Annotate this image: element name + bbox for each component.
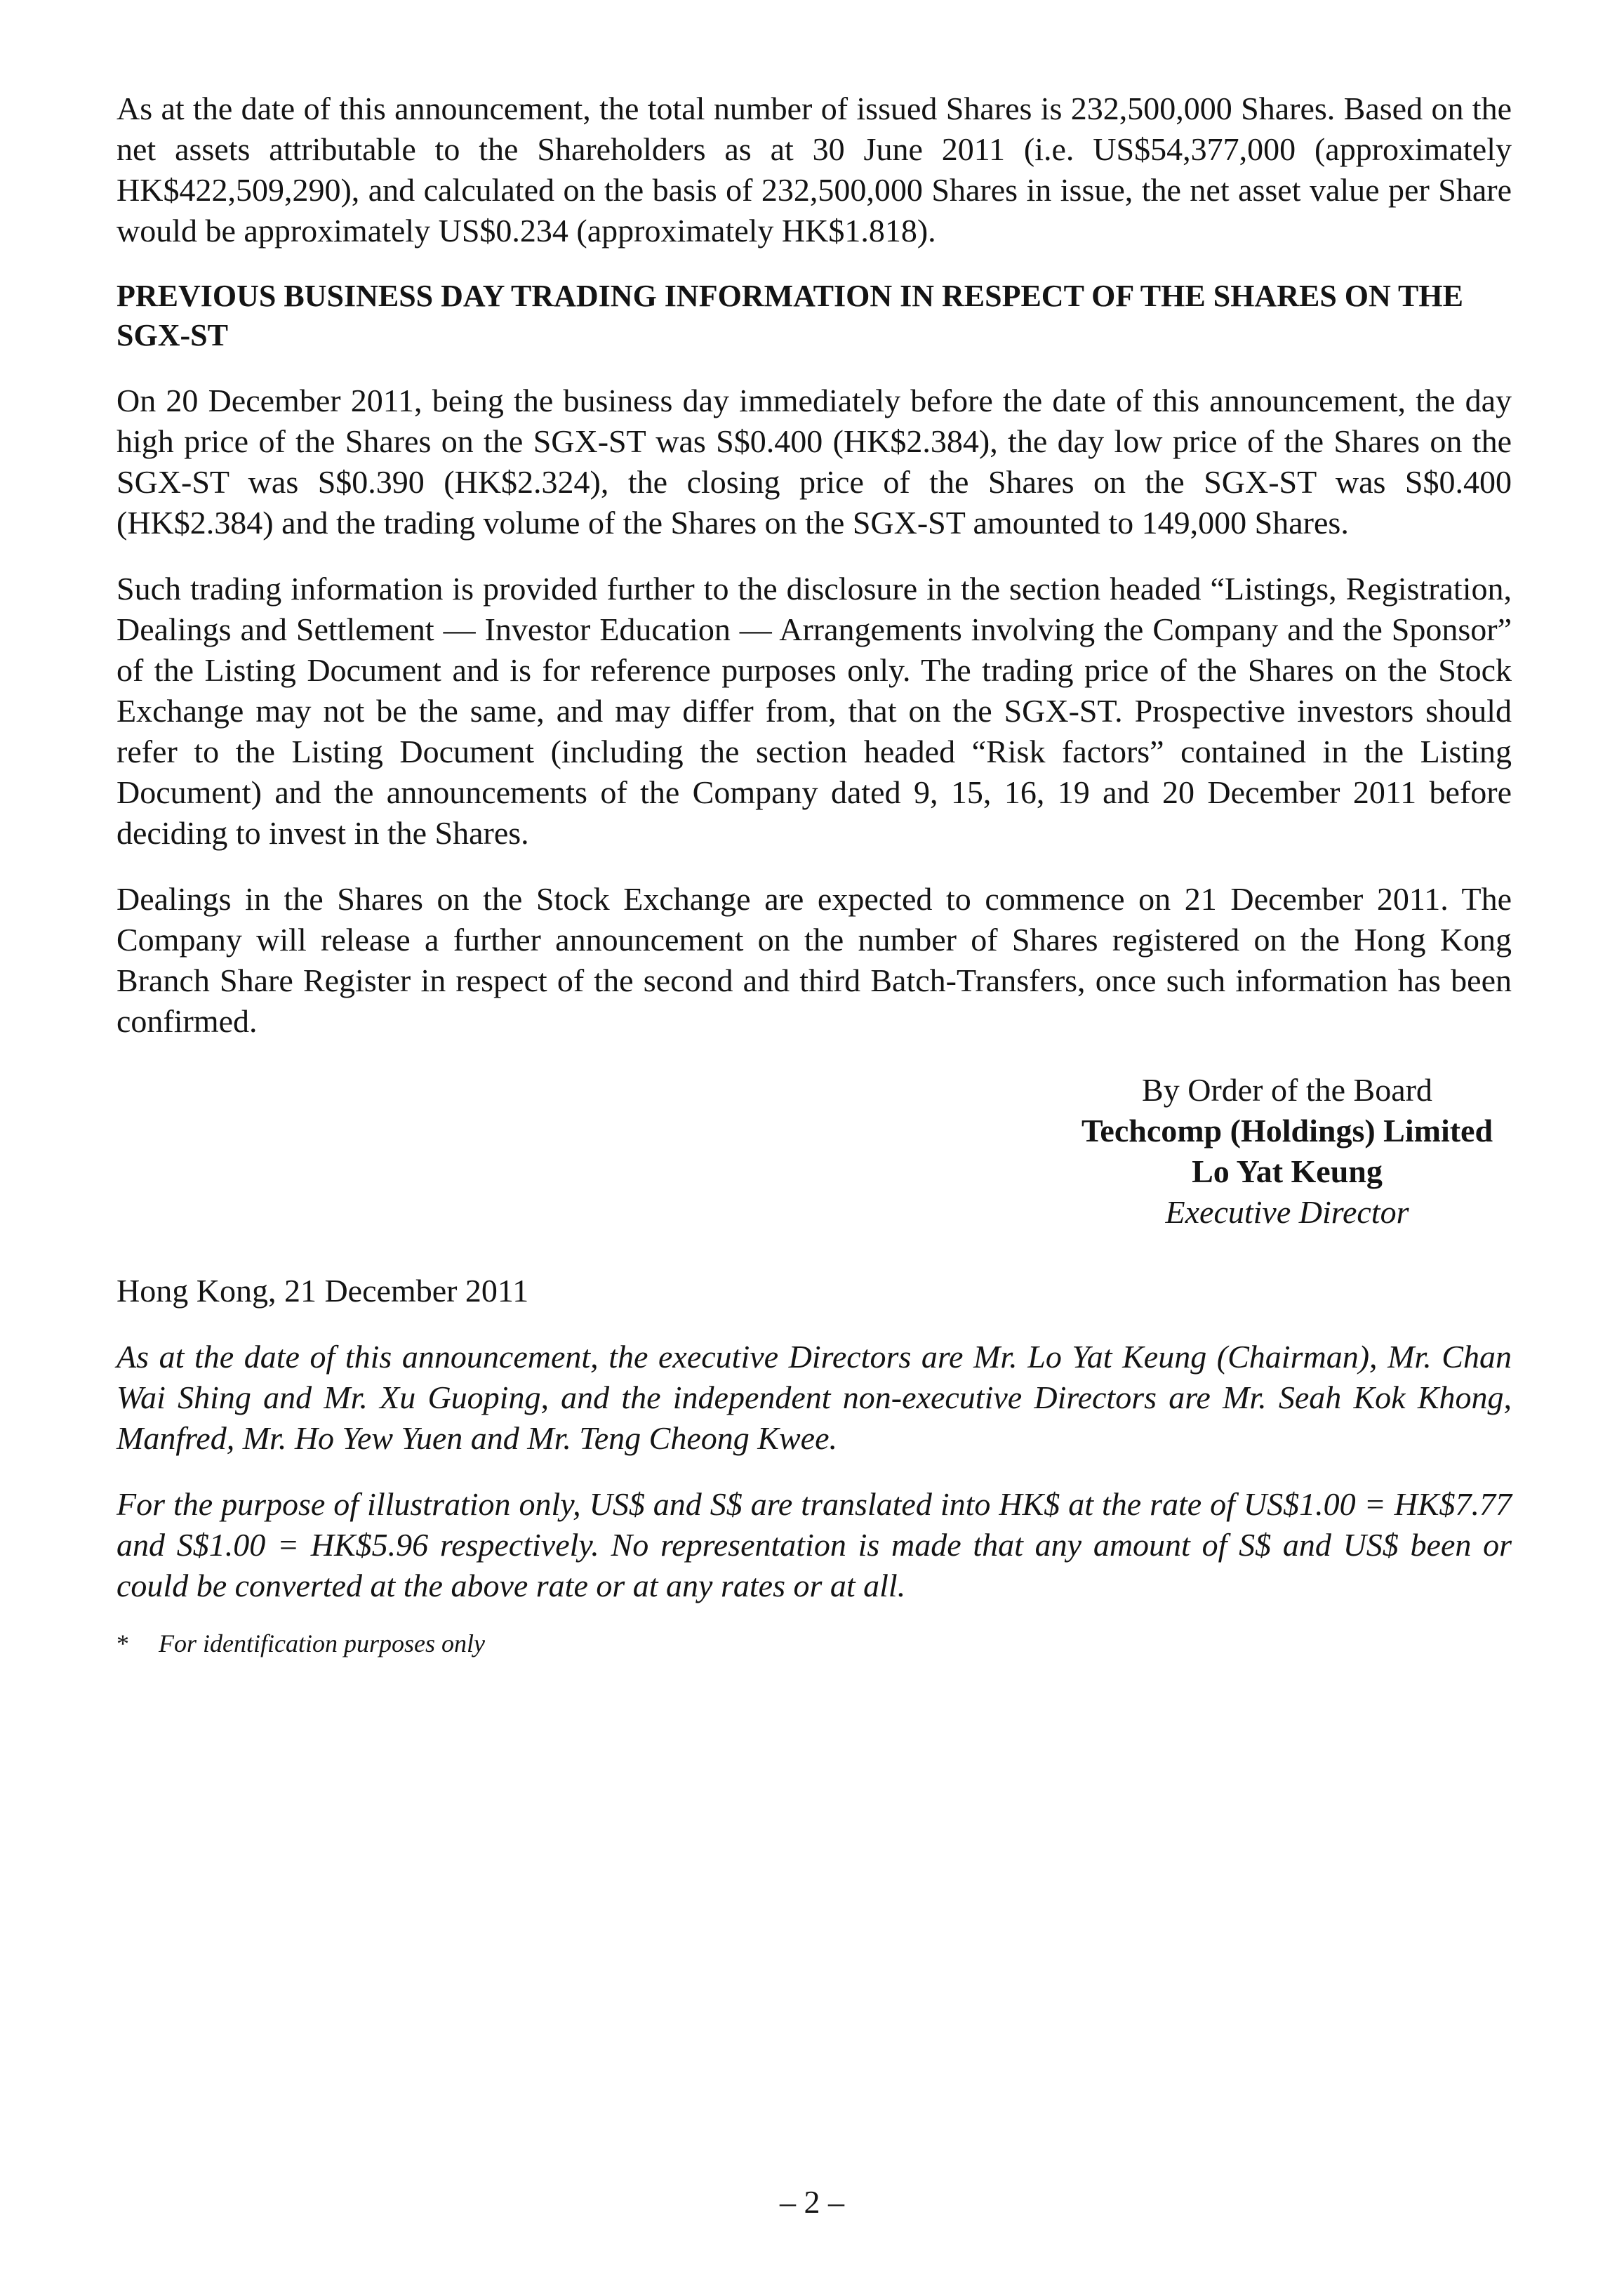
paragraph-currency-note: For the purpose of illustration only, US$ and S$ are translated into HK$ at the rate of US$1.00 = HK$7.77 and S$1.00 = HK$5.96 respectively. No representation is made that any amount of S$ and US$ been or could be converted at the above rate or at any rates or at all. — [117, 1486, 1512, 1603]
signature-company: Techcomp (Holdings) Limited — [1081, 1113, 1493, 1149]
footnote-mark: * — [117, 1629, 129, 1657]
document-body — [117, 88, 1512, 1660]
signature-name: Lo Yat Keung — [1192, 1153, 1383, 1189]
section-heading-trading-information: PREVIOUS BUSINESS DAY TRADING INFORMATION IN RESPECT OF THE SHARES ON THE SGX-ST — [117, 279, 1463, 352]
page-number: – 2 – — [780, 2184, 844, 2220]
signature-block — [1063, 1070, 1512, 1233]
paragraph-directors-note: As at the date of this announcement, the executive Directors are Mr. Lo Yat Keung (Chairman), Mr. Chan Wai Shing and Mr. Xu Guoping, and the independent non-executive Directors are Mr. Seah Kok Khong, Manfred, Mr. Ho Yew Yuen and Mr. Teng Cheong Kwee. — [117, 1339, 1512, 1456]
footnote — [117, 1627, 1512, 1660]
paragraph-dealings-commence: Dealings in the Shares on the Stock Exchange are expected to commence on 21 December 2011. The Company will release a further announcement on the number of Shares registered on the Hong Kong Branch Share Register in respect of the second and third Batch-Transfers, once such information has been confirmed. — [117, 881, 1512, 1039]
signature-order-line: By Order of the Board — [1142, 1072, 1432, 1108]
paragraph-net-asset-value: As at the date of this announcement, the total number of issued Shares is 232,500,000 Shares. Based on the net assets attributable to the Shareholders as at 30 June 2011 (i.e. US$54,377,000 (approximately HK$422,509,290), and calculated on the basis of 232,500,000 Shares in issue, the net asset value per Share would be approximately US$0.234 (approximately HK$1.818). — [117, 91, 1512, 249]
signature-title: Executive Director — [1165, 1194, 1409, 1230]
place-and-date: Hong Kong, 21 December 2011 — [117, 1273, 529, 1309]
footnote-text: For identification purposes only — [159, 1629, 485, 1657]
paragraph-trading-prices: On 20 December 2011, being the business day immediately before the date of this announcement, the day high price of the Shares on the SGX-ST was S$0.400 (HK$2.384), the day low price of the Shares on the SGX-ST was S$0.390 (HK$2.324), the closing price of the Shares on the SGX-ST was S$0.400 (HK$2.384) and the trading volume of the Shares on the SGX-ST amounted to 149,000 Shares. — [117, 383, 1512, 541]
paragraph-trading-disclosure: Such trading information is provided further to the disclosure in the section headed “Listings, Registration, Dealings and Settlement — Investor Education — Arrangements involving the Company and the Sponsor” of the Listing Document and is for reference purposes only. The trading price of the Shares on the Stock Exchange may not be the same, and may differ from, that on the SGX-ST. Prospective investors should refer to the Listing Document (including the section headed “Risk factors” contained in the Listing Document) and the announcements of the Company dated 9, 15, 16, 19 and 20 December 2011 before deciding to invest in the Shares. — [117, 571, 1512, 851]
